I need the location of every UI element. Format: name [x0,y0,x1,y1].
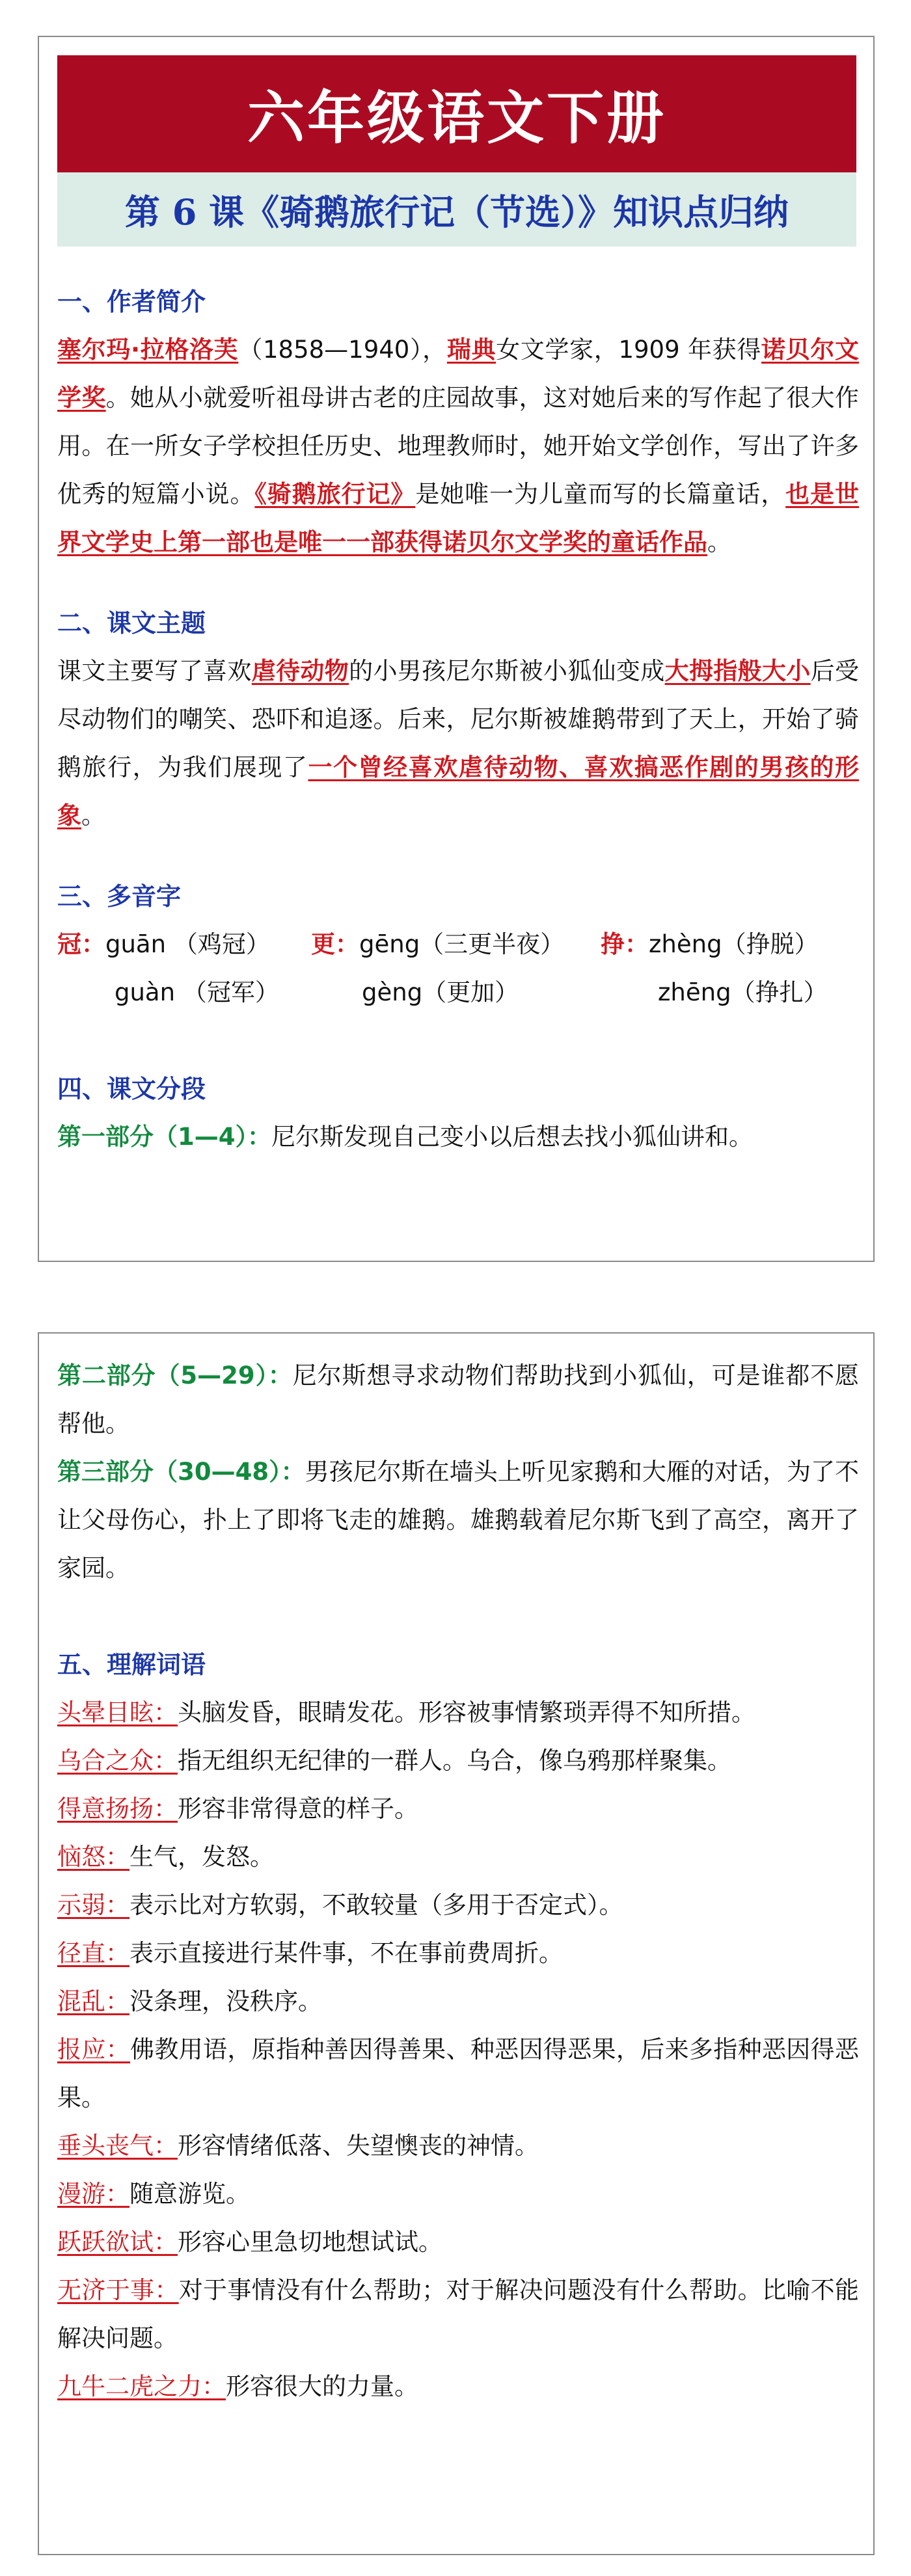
section-author-heading: 一、作者简介 [57,288,206,316]
page-2-content [57,1352,859,2411]
vocab-term: 九牛二虎之力： [57,2372,226,2400]
author-text-4: 。 [707,528,731,556]
vocab-term: 报应： [57,2035,131,2063]
theme-text-3: 后受尽动物们的嘲笑、恐吓和追逐。后来，尼尔斯被雄鹅带到了天上，开始了骑鹅旅行，为我们展现了 [57,657,859,781]
polyphone-reading: gēng（三更半夜） [359,930,565,958]
vocab-term: 混乱： [57,1987,129,2015]
vocab-definition: 形容心里急切地想试试。 [178,2228,442,2256]
vocab-definition: 对于事情没有什么帮助；对于解决问题没有什么帮助。比喻不能解决问题。 [57,2276,859,2352]
part-text: 男孩尼尔斯在墙头上听见家鹅和大雁的对话，为了不让父母伤心，扑上了即将飞走的雄鹅。雄鹅载着尼尔斯飞到了高空，离开了家园。 [57,1458,860,1582]
vocab-definition: 生气，发怒。 [129,1843,274,1871]
section-polyphone-heading: 三、多音字 [57,882,182,911]
polyphone-row-2 [57,969,859,1017]
section-vocab-heading: 五、理解词语 [57,1650,206,1679]
vocab-item [57,1881,859,1929]
theme-paragraph [57,647,859,840]
vocab-term: 无济于事： [57,2276,179,2304]
author-text-1: 女文学家，1909 年获得 [496,336,762,364]
vocab-item [57,1785,859,1833]
vocab-term: 示弱： [57,1891,129,1919]
vocab-definition: 没条理，没秩序。 [129,1987,322,2015]
vocab-definition: 形容很大的力量。 [226,2372,418,2400]
section-parts-heading: 四、课文分段 [57,1075,206,1103]
vocab-term: 恼怒： [57,1843,129,1871]
theme-highlight-2: 大拇指般大小 [664,657,811,685]
polyphone-reading: zhèng（挣脱） [649,930,819,958]
vocab-term: 垂头丧气： [57,2132,178,2160]
author-years: （1858—1940）， [238,336,447,364]
vocab-term: 跃跃欲试： [57,2228,178,2256]
vocab-definition: 头脑发昏，眼睛发花。形容被事情繁琐弄得不知所措。 [178,1698,755,1726]
part-item [57,1352,859,1448]
page-1 [38,36,875,1262]
vocab-item [57,2122,859,2170]
vocab-item [57,1929,859,1978]
vocab-definition: 随意游览。 [129,2180,250,2208]
vocab-term: 乌合之众： [57,1747,178,1775]
polyphone-reading: guàn （冠军） [115,978,279,1006]
theme-text-2: 的小男孩尼尔斯被小狐仙变成 [349,657,665,685]
vocab-definition: 表示直接进行某件事，不在事前费周折。 [129,1939,563,1967]
lesson-subtitle: 第 6 课《骑鹅旅行记（节选）》知识点归纳 [57,172,856,247]
part-label: 第一部分（1—4）： [57,1123,271,1151]
part-text: 尼尔斯发现自己变小以后想去找小狐仙讲和。 [271,1123,753,1151]
vocab-item [57,1689,859,1737]
vocab-definition: 表示比对方软弱，不敢较量（多用于否定式）。 [129,1891,623,1919]
vocab-item [57,2026,859,2122]
part-text: 尼尔斯想寻求动物们帮助找到小狐仙，可是谁都不愿帮他。 [57,1362,860,1438]
vocab-definition: 指无组织无纪律的一群人。乌合，像乌鸦那样聚集。 [178,1747,731,1775]
vocab-definition: 形容情绪低落、失望懊丧的神情。 [178,2132,539,2160]
part-item [57,1113,859,1161]
vocab-term: 头晕目眩： [57,1698,178,1726]
vocab-item [57,1737,859,1785]
part-label: 第二部分（5—29）： [57,1362,293,1389]
author-text-3: 是她唯一为儿童而写的长篇童话， [415,480,786,508]
section-theme-heading: 二、课文主题 [57,609,206,637]
vocab-item [57,2218,859,2266]
vocab-item [57,2170,859,2218]
author-paragraph [57,326,859,567]
polyphone-reading: gèng（更加） [362,978,519,1006]
theme-text-1: 课文主要写了喜欢 [57,657,252,685]
polyphone-reading: zhēng（挣扎） [658,978,828,1006]
polyphone-reading: guān （鸡冠） [105,930,270,958]
page-title: 六年级语文下册 [57,55,856,172]
part-item [57,1448,859,1592]
author-country: 瑞典 [446,336,496,364]
book-fact: 也是世界文学史上第一部也是唯一一部获得诺贝尔文学奖的童话作品 [57,480,859,556]
vocab-term: 径直： [57,1939,129,1967]
vocab-item [57,1978,859,2026]
vocab-item [57,2266,859,2363]
page-2 [38,1332,875,2555]
vocab-term: 得意扬扬： [57,1795,178,1823]
theme-text-4: 。 [81,801,105,829]
vocab-term: 漫游： [57,2180,129,2208]
polyphone-row-1 [57,920,859,969]
vocab-definition: 佛教用语，原指种善因得善果、种恶因得恶果，后来多指种恶因得恶果。 [57,2035,859,2112]
page-1-content [57,278,859,1161]
book-title: 《骑鹅旅行记》 [254,480,416,508]
polyphone-char: 冠： [57,930,105,958]
theme-highlight-1: 虐待动物 [251,657,349,685]
vocab-item [57,2363,859,2411]
polyphone-char: 挣： [601,930,649,958]
theme-highlight-3: 一个曾经喜欢虐待动物、喜欢搞恶作剧的男孩的形象 [57,753,859,829]
part-label: 第三部分（30—48）： [57,1458,305,1486]
vocab-item [57,1833,859,1881]
vocab-definition: 形容非常得意的样子。 [178,1795,418,1823]
polyphone-char: 更： [311,930,359,958]
author-text-2: 。她从小就爱听祖母讲古老的庄园故事，这对她后来的写作起了很大作用。在一所女子学校担任历史、地理教师时，她开始文学创作，写出了许多优秀的短篇小说。 [57,384,859,508]
author-name: 塞尔玛·拉格洛芙 [57,336,239,364]
nobel-prize: 诺贝尔文学奖 [57,336,859,412]
